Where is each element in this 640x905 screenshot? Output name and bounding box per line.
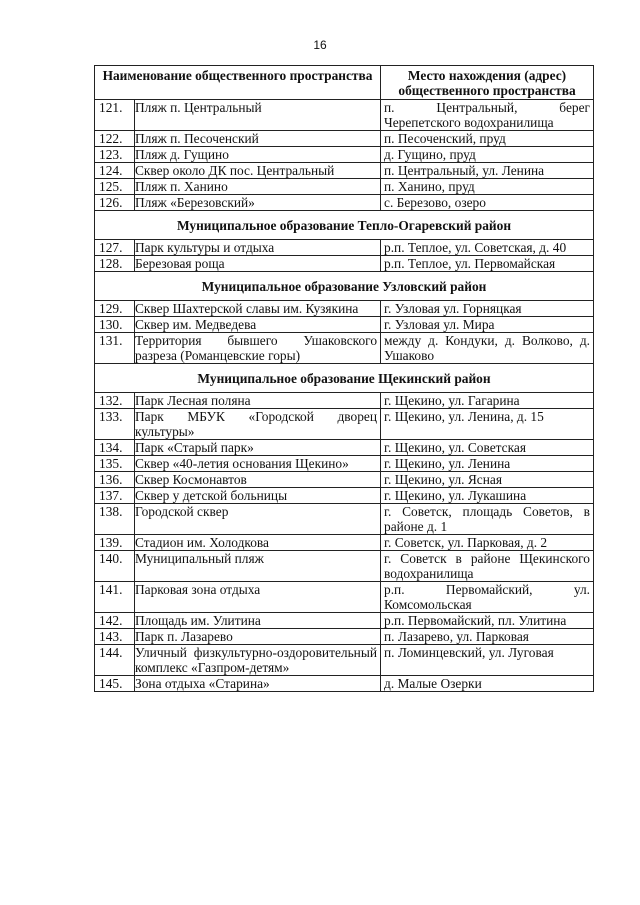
space-address: г. Щекино, ул. Ленина, д. 15 <box>381 409 594 440</box>
space-address: р.п. Теплое, ул. Первомайская <box>381 256 594 272</box>
space-name: Парк «Старый парк» <box>135 440 381 456</box>
row-number: 145. <box>95 676 135 692</box>
space-name: Парк п. Лазарево <box>135 629 381 645</box>
space-address: г. Советск, площадь Советов, в районе д. 1 <box>381 504 594 535</box>
table-row <box>95 613 594 629</box>
table-row <box>95 456 594 472</box>
table-row <box>95 645 594 676</box>
section-row <box>95 272 594 301</box>
row-number: 133. <box>95 409 135 440</box>
space-address: р.п. Теплое, ул. Советская, д. 40 <box>381 240 594 256</box>
space-address: г. Советск в районе Щекинского водохранилища <box>381 551 594 582</box>
table-row <box>95 333 594 364</box>
table-row <box>95 317 594 333</box>
table-row <box>95 179 594 195</box>
row-number: 141. <box>95 582 135 613</box>
space-address: г. Узловая ул. Горняцкая <box>381 301 594 317</box>
row-number: 128. <box>95 256 135 272</box>
space-name: Стадион им. Холодкова <box>135 535 381 551</box>
space-name: Парк Лесная поляна <box>135 393 381 409</box>
space-address: д. Малые Озерки <box>381 676 594 692</box>
space-address: р.п. Первомайский, ул. Комсомольская <box>381 582 594 613</box>
space-address: г. Щекино, ул. Лукашина <box>381 488 594 504</box>
row-number: 137. <box>95 488 135 504</box>
row-number: 125. <box>95 179 135 195</box>
table-row <box>95 147 594 163</box>
section-title: Муниципальное образование Узловский район <box>95 272 594 301</box>
table-row <box>95 100 594 131</box>
space-name: Пляж п. Песоченский <box>135 131 381 147</box>
public-spaces-table <box>94 65 594 692</box>
row-number: 126. <box>95 195 135 211</box>
table-row <box>95 131 594 147</box>
row-number: 140. <box>95 551 135 582</box>
row-number: 142. <box>95 613 135 629</box>
space-address: п. Лазарево, ул. Парковая <box>381 629 594 645</box>
table-row <box>95 551 594 582</box>
row-number: 132. <box>95 393 135 409</box>
row-number: 139. <box>95 535 135 551</box>
table-row <box>95 582 594 613</box>
space-address: г. Щекино, ул. Ясная <box>381 472 594 488</box>
space-address: между д. Кондуки, д. Волково, д. Ушаково <box>381 333 594 364</box>
space-name: Пляж п. Ханино <box>135 179 381 195</box>
space-address: р.п. Первомайский, пл. Улитина <box>381 613 594 629</box>
space-name: Пляж «Березовский» <box>135 195 381 211</box>
table-row <box>95 629 594 645</box>
space-address: п. Ханино, пруд <box>381 179 594 195</box>
header-address: Место нахождения (адрес) общественного пространства <box>381 66 594 100</box>
space-name: Территория бывшего Ушаковского разреза (Романцевские горы) <box>135 333 381 364</box>
table-row <box>95 535 594 551</box>
space-address: п. Ломинцевский, ул. Луговая <box>381 645 594 676</box>
header-name: Наименование общественного пространства <box>95 66 381 100</box>
space-name: Пляж п. Центральный <box>135 100 381 131</box>
table-row <box>95 440 594 456</box>
space-name: Уличный физкультурно-оздоровительный комплекс «Газпром-детям» <box>135 645 381 676</box>
row-number: 127. <box>95 240 135 256</box>
row-number: 138. <box>95 504 135 535</box>
space-address: г. Щекино, ул. Советская <box>381 440 594 456</box>
space-name: Пляж д. Гущино <box>135 147 381 163</box>
row-number: 130. <box>95 317 135 333</box>
table-header-row <box>95 66 594 100</box>
space-address: г. Советск, ул. Парковая, д. 2 <box>381 535 594 551</box>
row-number: 123. <box>95 147 135 163</box>
space-address: г. Щекино, ул. Ленина <box>381 456 594 472</box>
space-name: Сквер у детской больницы <box>135 488 381 504</box>
row-number: 135. <box>95 456 135 472</box>
row-number: 134. <box>95 440 135 456</box>
table-row <box>95 472 594 488</box>
space-name: Сквер Шахтерской славы им. Кузякина <box>135 301 381 317</box>
space-name: Муниципальный пляж <box>135 551 381 582</box>
table-row <box>95 256 594 272</box>
table-row <box>95 163 594 179</box>
row-number: 121. <box>95 100 135 131</box>
table-row <box>95 195 594 211</box>
table-row <box>95 301 594 317</box>
table-body <box>95 100 594 692</box>
space-address: г. Узловая ул. Мира <box>381 317 594 333</box>
table-row <box>95 504 594 535</box>
row-number: 143. <box>95 629 135 645</box>
space-address: п. Центральный, ул. Ленина <box>381 163 594 179</box>
row-number: 131. <box>95 333 135 364</box>
space-address: д. Гущино, пруд <box>381 147 594 163</box>
row-number: 122. <box>95 131 135 147</box>
section-title: Муниципальное образование Тепло-Огаревский район <box>95 211 594 240</box>
space-name: Парк культуры и отдыха <box>135 240 381 256</box>
space-name: Парк МБУК «Городской дворец культуры» <box>135 409 381 440</box>
section-title: Муниципальное образование Щекинский район <box>95 364 594 393</box>
space-name: Городской сквер <box>135 504 381 535</box>
space-address: г. Щекино, ул. Гагарина <box>381 393 594 409</box>
space-name: Сквер «40-летия основания Щекино» <box>135 456 381 472</box>
space-name: Сквер им. Медведева <box>135 317 381 333</box>
space-name: Березовая роща <box>135 256 381 272</box>
space-name: Парковая зона отдыха <box>135 582 381 613</box>
section-row <box>95 364 594 393</box>
space-name: Сквер Космонавтов <box>135 472 381 488</box>
table-row <box>95 240 594 256</box>
row-number: 136. <box>95 472 135 488</box>
row-number: 144. <box>95 645 135 676</box>
space-address: п. Центральный, берег Черепетского водохранилища <box>381 100 594 131</box>
table-row <box>95 676 594 692</box>
space-address: с. Березово, озеро <box>381 195 594 211</box>
table-row <box>95 393 594 409</box>
table-row <box>95 409 594 440</box>
space-name: Зона отдыха «Старина» <box>135 676 381 692</box>
row-number: 129. <box>95 301 135 317</box>
space-name: Сквер около ДК пос. Центральный <box>135 163 381 179</box>
row-number: 124. <box>95 163 135 179</box>
space-name: Площадь им. Улитина <box>135 613 381 629</box>
space-address: п. Песоченский, пруд <box>381 131 594 147</box>
page-number: 16 <box>313 38 327 52</box>
section-row <box>95 211 594 240</box>
table-row <box>95 488 594 504</box>
